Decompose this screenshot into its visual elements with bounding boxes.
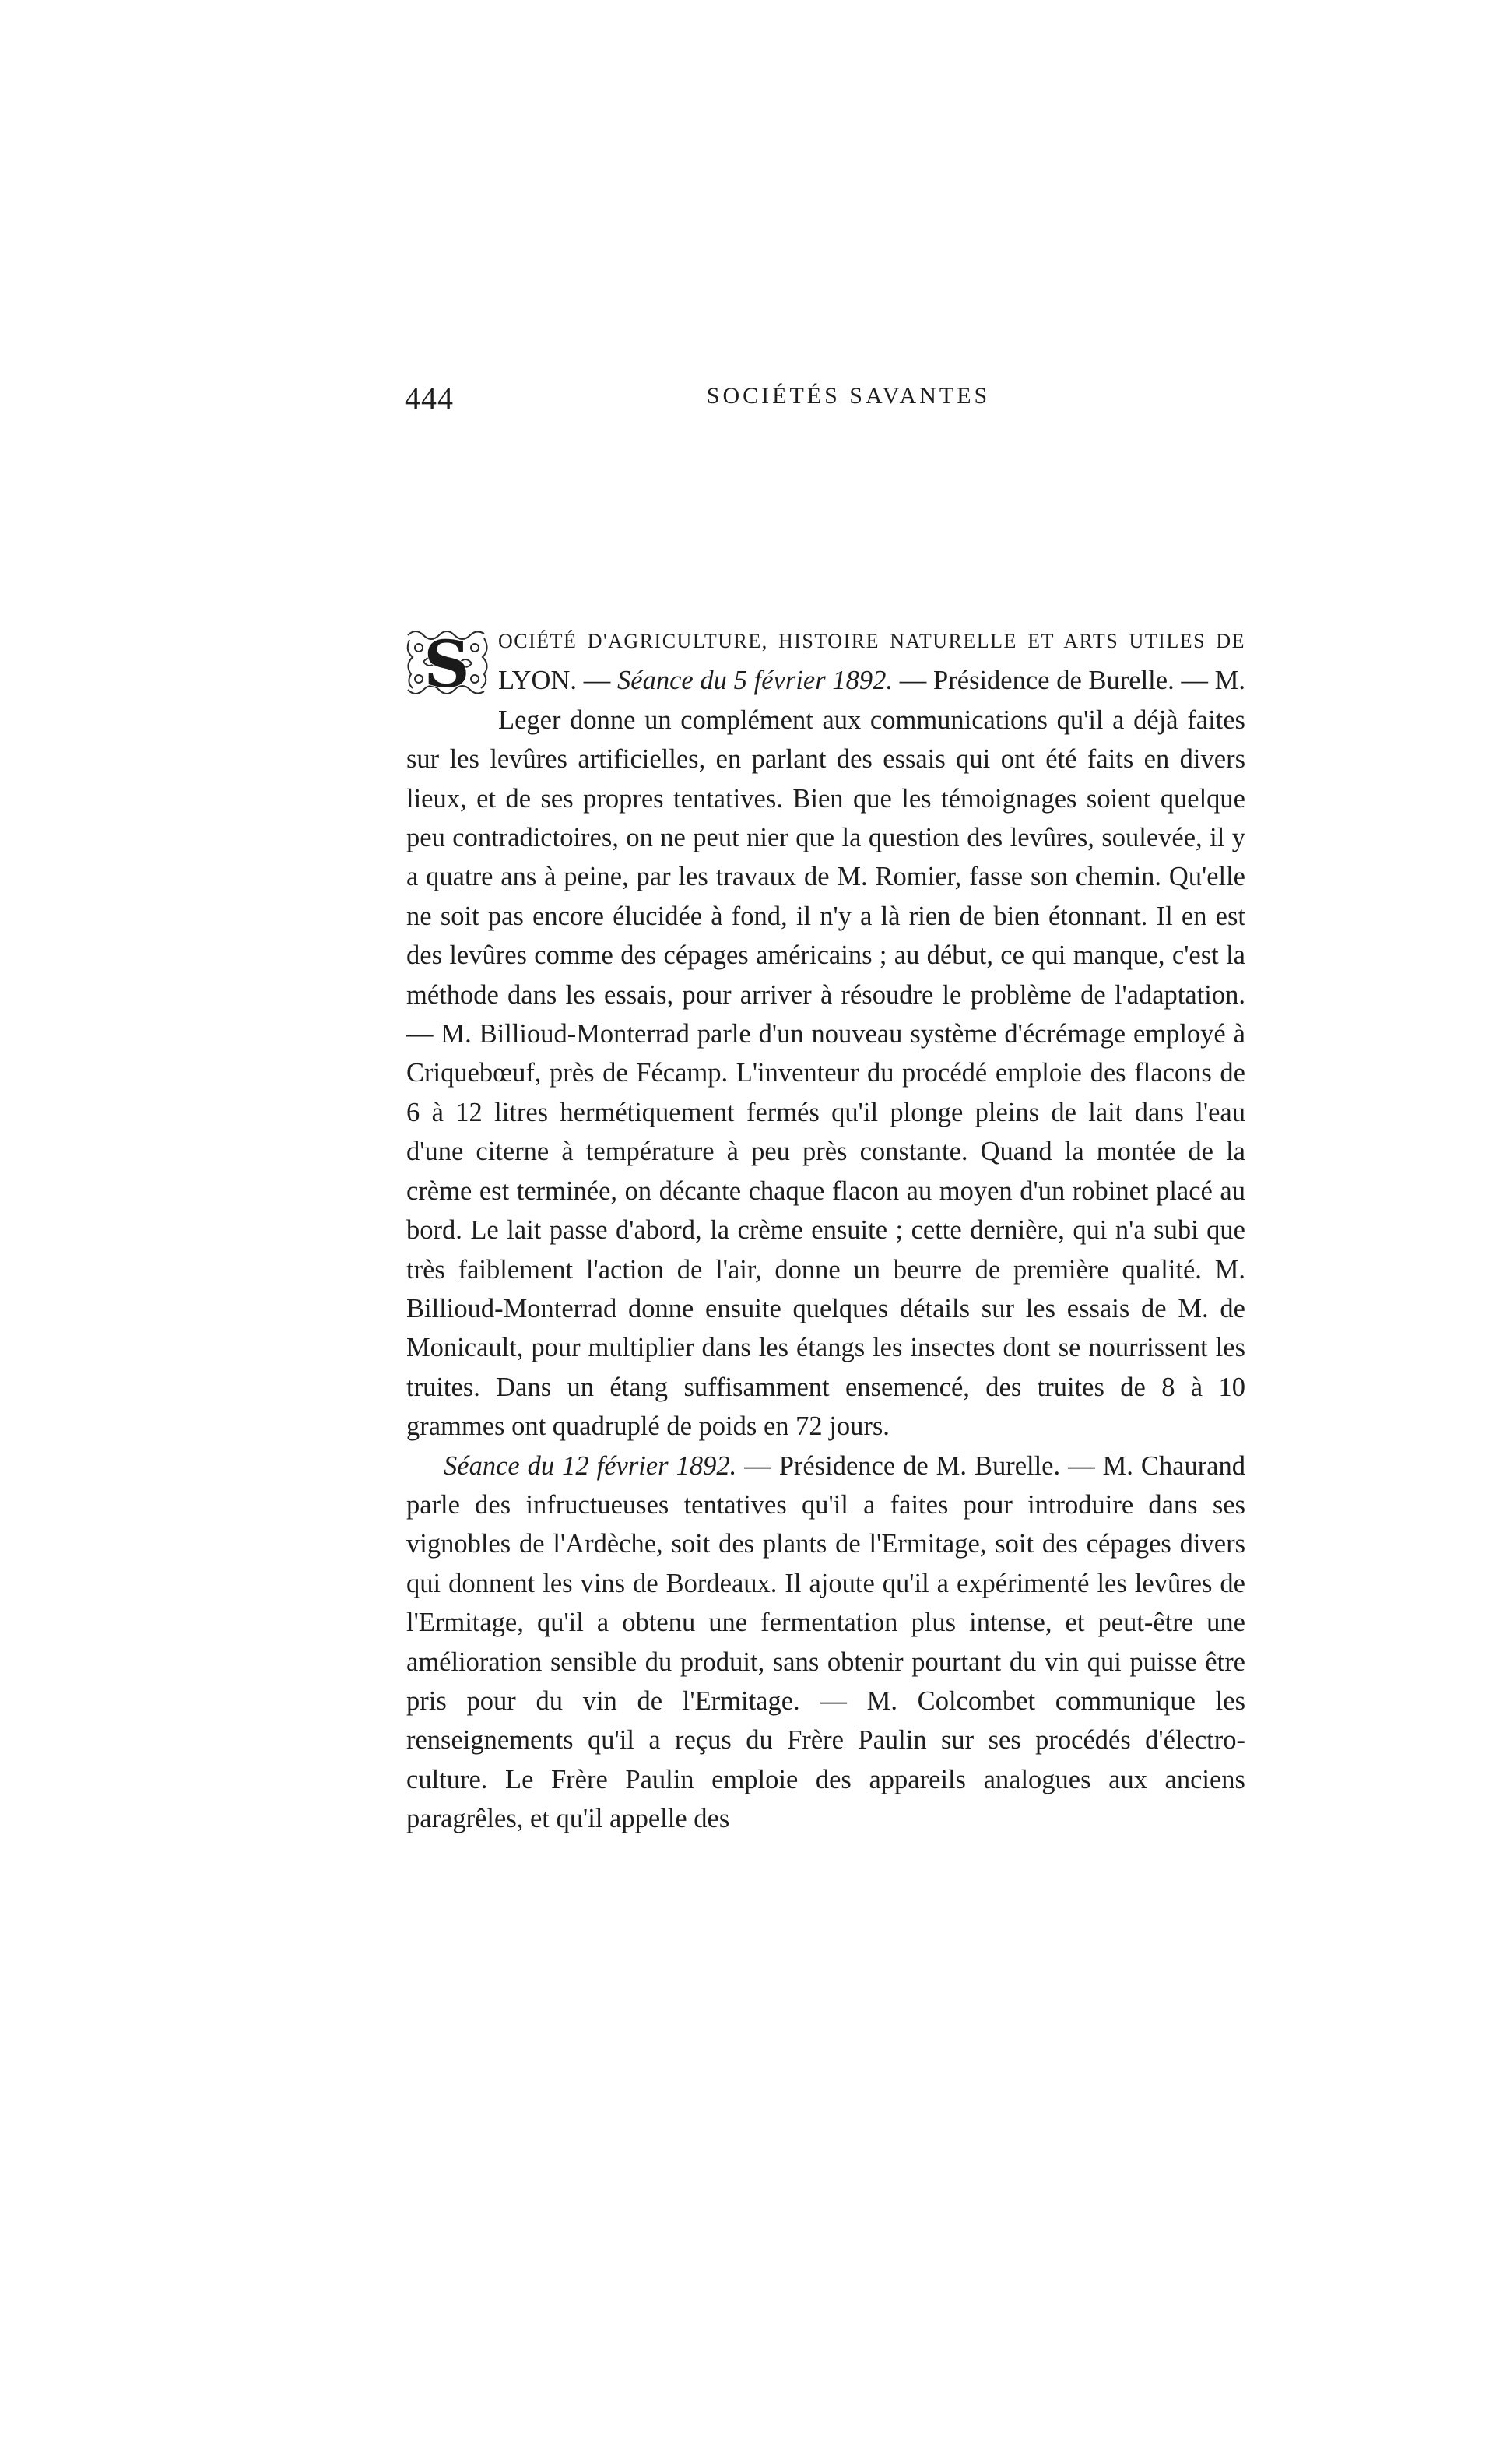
paragraph-2-text: — Présidence de M. Burelle. — M. Chaurand parle des infructueuses tentatives qu'il a faites pour introduire dans ses vignobles de l'Ardèche, soit des plants de l'Ermitage, soit des cépages divers qui donnent les vins de Bordeaux. Il ajoute qu'il a expérimenté les levûres de l'Ermitage, qu'il a obtenu une fermentation plus intense, et peut-être une amélioration sensible du produit, sans obtenir pourtant du vin qui puisse être pris pour du vin de l'Ermitage. — M. Colcombet communique les renseignements qu'il a reçus du Frère Paulin sur ses procédés d'électro-culture. Le Frère Paulin emploie des appareils analogues aux anciens paragrêles, et qu'il appelle des bbox=[406, 1450, 1245, 1834]
session-2-label: Séance du 12 février 1892. bbox=[444, 1450, 737, 1481]
session-1-label: Séance du 5 février 1892. bbox=[617, 666, 894, 696]
dropcap-letter: S bbox=[423, 627, 470, 701]
paragraph-2 bbox=[406, 1446, 1245, 1839]
paragraph-1-text: — Présidence de Burelle. — M. Leger donne un complément aux communications qu'il a déjà faites sur les levûres artificielles, en parlant des essais qui ont été faits en divers lieux, et de ses propres tentatives. Bien que les témoignages soient quelque peu contradictoires, on ne peut nier que la question des levûres, soulevée, il y a quatre ans à peine, par les travaux de M. Romier, fasse son chemin. Qu'elle ne soit pas encore élucidée à fond, il n'y a là rien de bien étonnant. Il en est des levûres comme des cépages américains ; au début, ce qui manque, c'est la méthode dans les essais, pour arriver à résoudre le problème de l'adaptation. — M. Billioud-Monterrad parle d'un nouveau système d'écrémage employé à Criquebœuf, près de Fécamp. L'inventeur du procédé emploie des flacons de 6 à 12 litres hermétiquement fermés qu'il plonge pleins de lait dans l'eau d'une citerne à température à peu près constante. Quand la montée de la crème est terminée, on décante chaque flacon au moyen d'un robinet placé au bord. Le lait passe d'abord, la crème ensuite ; cette dernière, qui n'a subi que très faiblement l'action de l'air, donne un beurre de première qualité. M. Billioud-Monterrad donne ensuite quelques détails sur les essais de M. de Monicault, pour multiplier dans les étangs les insectes dont se nourrissent les truites. Dans un étang suffisamment ensemencé, des truites de 8 à 10 grammes ont quadruplé de poids en 72 jours. bbox=[406, 666, 1245, 1442]
society-heading: OCIÉTÉ D'AGRICULTURE, HISTOIRE NATURELLE ET ARTS UTILES DE bbox=[498, 630, 1245, 652]
page-number: 444 bbox=[405, 381, 454, 416]
article-body bbox=[406, 620, 1245, 1839]
society-place: LYON. bbox=[498, 666, 577, 696]
paragraph-1 bbox=[406, 620, 1245, 1446]
ornamental-dropcap bbox=[403, 624, 490, 701]
heading-dash: — bbox=[577, 666, 617, 696]
dropcap-ornament-icon bbox=[403, 624, 490, 701]
running-head bbox=[405, 380, 1245, 427]
running-title: SOCIÉTÉS SAVANTES bbox=[706, 383, 991, 409]
